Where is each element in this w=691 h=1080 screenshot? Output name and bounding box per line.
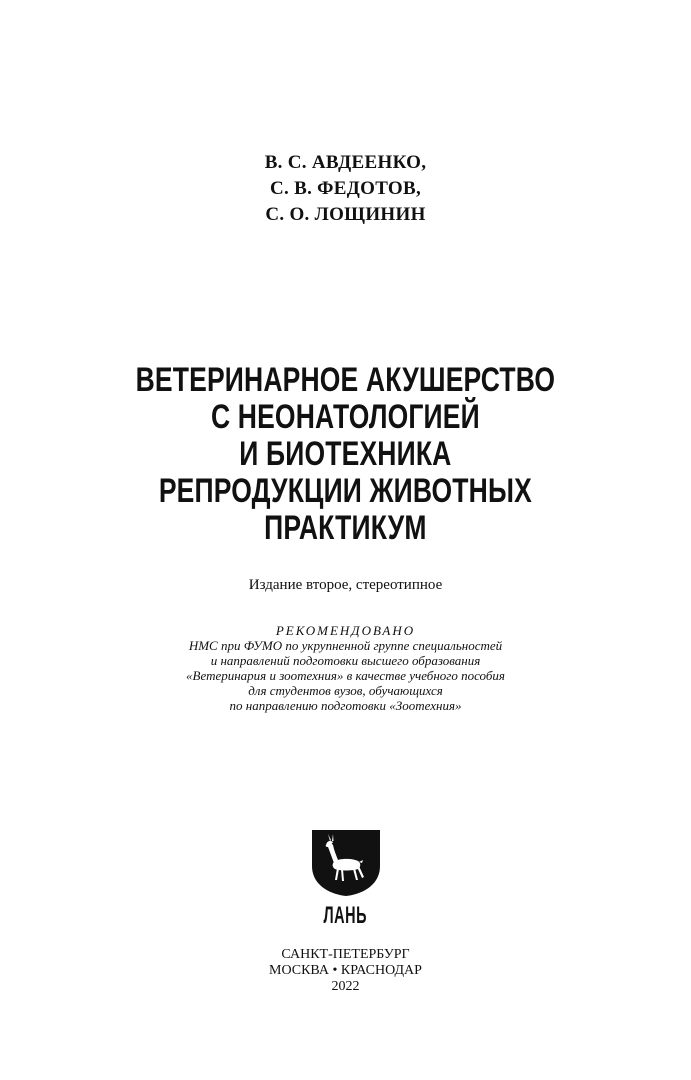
title-line-3: И БИОТЕХНИКА <box>239 435 452 473</box>
city-line-1: САНКТ-ПЕТЕРБУРГ <box>281 947 410 962</box>
recommendation-line-2: и направлений подготовки высшего образования <box>210 653 481 668</box>
recommendation-line-5: по направлению подготовки «Зоотехния» <box>229 698 462 713</box>
title-line-4: РЕПРОДУКЦИИ ЖИВОТНЫХ <box>158 472 532 510</box>
publisher-name: ЛАНЬ <box>323 902 368 929</box>
title-line-5: ПРАКТИКУМ <box>264 509 427 547</box>
recommendation-heading: РЕКОМЕНДОВАНО <box>275 623 416 638</box>
recommendation-line-3: «Ветеринария и зоотехния» в качестве учебного пособия <box>186 668 505 683</box>
title-line-2: С НЕОНАТОЛОГИЕЙ <box>210 398 480 436</box>
recommendation-line-1: НМС при ФУМО по укрупненной группе специальностей <box>188 638 503 653</box>
imprint <box>0 947 691 995</box>
authors <box>0 150 691 228</box>
author-3: С. О. ЛОЩИНИН <box>265 204 426 225</box>
title-line-1: ВЕТЕРИНАРНОЕ АКУШЕРСТВО <box>135 361 556 399</box>
author-1: В. С. АВДЕЕНКО, <box>264 152 427 173</box>
city-line-2: МОСКВА • КРАСНОДАР <box>269 963 422 978</box>
recommendation-block <box>0 623 691 713</box>
book-title <box>76 362 615 547</box>
author-2: С. В. ФЕДОТОВ, <box>269 178 422 199</box>
recommendation-line-4: для студентов вузов, обучающихся <box>248 683 443 698</box>
edition-note: Издание второе, стереотипное <box>248 577 443 593</box>
deer-logo-icon <box>308 828 384 898</box>
publication-year: 2022 <box>331 979 360 994</box>
